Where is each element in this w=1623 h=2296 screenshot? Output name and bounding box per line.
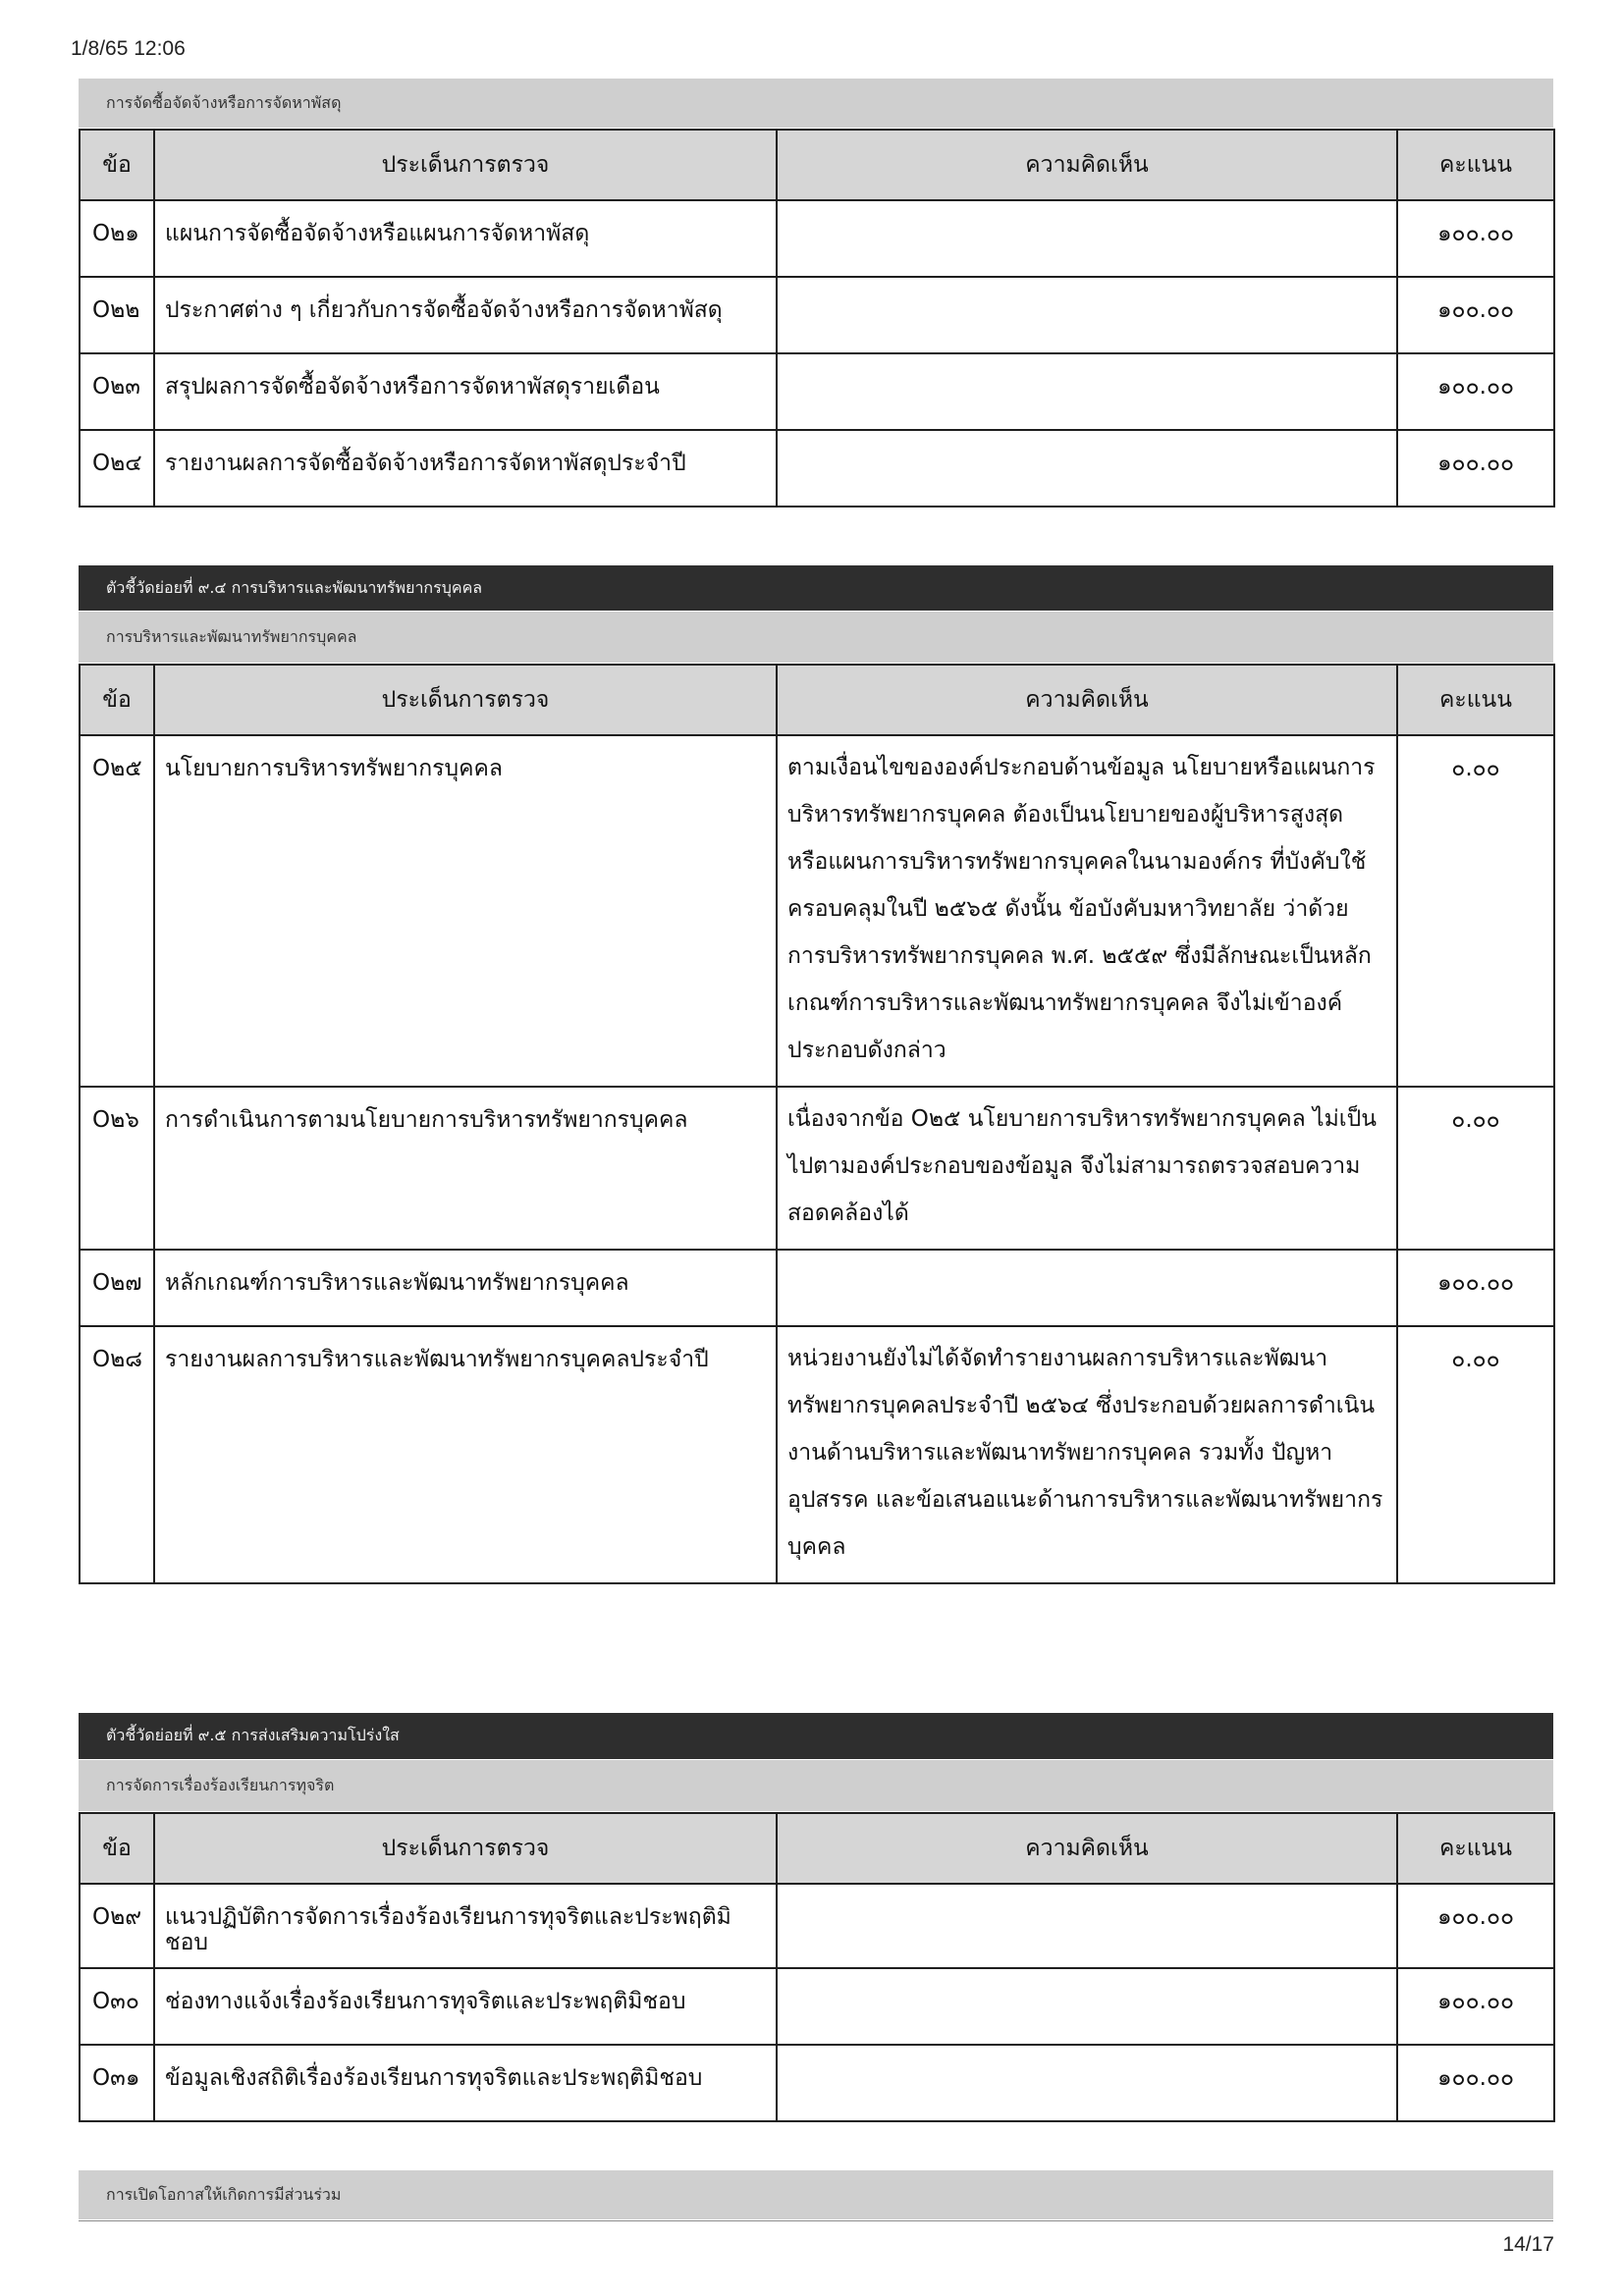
item-comment	[777, 2045, 1397, 2121]
item-comment	[777, 430, 1397, 507]
item-topic: หลักเกณฑ์การบริหารและพัฒนาทรัพยากรบุคคล	[154, 1250, 777, 1326]
item-score: ๑๐๐.๐๐	[1397, 1884, 1554, 1968]
subsection-title-hr: การบริหารและพัฒนาทรัพยากรบุคคล	[79, 612, 1553, 663]
table-row	[80, 1087, 1554, 1250]
item-number: O๒๗	[80, 1250, 154, 1326]
table-row	[80, 2045, 1554, 2121]
item-score: ๑๐๐.๐๐	[1397, 353, 1554, 430]
print-timestamp: 1/8/65 12:06	[71, 37, 186, 60]
item-score: ๐.๐๐	[1397, 735, 1554, 1087]
table-header-row	[80, 1813, 1554, 1884]
item-score: ๑๐๐.๐๐	[1397, 430, 1554, 507]
item-topic: ข้อมูลเชิงสถิติเรื่องร้องเรียนการทุจริตและประพฤติมิชอบ	[154, 2045, 777, 2121]
item-score: ๑๐๐.๐๐	[1397, 1250, 1554, 1326]
item-number: O๒๑	[80, 200, 154, 277]
item-score: ๑๐๐.๐๐	[1397, 2045, 1554, 2121]
item-score: ๐.๐๐	[1397, 1326, 1554, 1583]
table-row	[80, 1884, 1554, 1968]
item-comment	[777, 200, 1397, 277]
col-topic: ประเด็นการตรวจ	[154, 665, 777, 735]
col-comment: ความคิดเห็น	[777, 1813, 1397, 1884]
item-number: O๒๓	[80, 353, 154, 430]
item-topic: รายงานผลการจัดซื้อจัดจ้างหรือการจัดหาพัสดุประจำปี	[154, 430, 777, 507]
item-number: O๒๔	[80, 430, 154, 507]
item-number: O๒๒	[80, 277, 154, 353]
item-topic: แนวปฏิบัติการจัดการเรื่องร้องเรียนการทุจริตและประพฤติมิชอบ	[154, 1884, 777, 1968]
table-row	[80, 277, 1554, 353]
table-row	[80, 1326, 1554, 1583]
item-score: ๑๐๐.๐๐	[1397, 277, 1554, 353]
item-comment	[777, 1884, 1397, 1968]
item-topic: รายงานผลการบริหารและพัฒนาทรัพยากรบุคคลประจำปี	[154, 1326, 777, 1583]
section-title-9-5: ตัวชี้วัดย่อยที่ ๙.๕ การส่งเสริมความโปร่งใส	[79, 1713, 1553, 1759]
footer-divider	[79, 2220, 1553, 2221]
col-score: คะแนน	[1397, 1813, 1554, 1884]
item-number: O๓๑	[80, 2045, 154, 2121]
table-row	[80, 735, 1554, 1087]
item-comment: หน่วยงานยังไม่ได้จัดทำรายงานผลการบริหารและพัฒนาทรัพยากรบุคคลประจำปี ๒๕๖๔ ซึ่งประกอบด้วยผลการดำเนินงานด้านบริหารและพัฒนาทรัพยากรบุคคล รวมทั้ง ปัญหา อุปสรรค และข้อเสนอแนะด้านการบริหารและพัฒนาทรัพยากรบุคคล	[777, 1326, 1397, 1583]
item-score: ๑๐๐.๐๐	[1397, 200, 1554, 277]
table-row	[80, 353, 1554, 430]
item-number: O๒๖	[80, 1087, 154, 1250]
procurement-table	[79, 129, 1555, 507]
item-score: ๐.๐๐	[1397, 1087, 1554, 1250]
col-no: ข้อ	[80, 130, 154, 200]
table-row	[80, 1968, 1554, 2045]
item-comment	[777, 353, 1397, 430]
col-comment: ความคิดเห็น	[777, 130, 1397, 200]
item-comment: ตามเงื่อนไขขององค์ประกอบด้านข้อมูล นโยบายหรือแผนการบริหารทรัพยากรบุคคล ต้องเป็นนโยบายของผู้บริหารสูงสุด หรือแผนการบริหารทรัพยากรบุคคลในนามองค์กร ที่บังคับใช้ครอบคลุมในปี ๒๕๖๕ ดังนั้น ข้อบังคับมหาวิทยาลัย ว่าด้วยการบริหารทรัพยากรบุคคล พ.ศ. ๒๕๕๙ ซึ่งมีลักษณะเป็นหลักเกณฑ์การบริหารและพัฒนาทรัพยากรบุคคล จึงไม่เข้าองค์ประกอบดังกล่าว	[777, 735, 1397, 1087]
complaints-table	[79, 1812, 1555, 2122]
item-topic: ช่องทางแจ้งเรื่องร้องเรียนการทุจริตและประพฤติมิชอบ	[154, 1968, 777, 2045]
item-topic: การดำเนินการตามนโยบายการบริหารทรัพยากรบุคคล	[154, 1087, 777, 1250]
section-title-9-4: ตัวชี้วัดย่อยที่ ๙.๔ การบริหารและพัฒนาทรัพยากรบุคคล	[79, 565, 1553, 611]
table-header-row	[80, 130, 1554, 200]
table-row	[80, 200, 1554, 277]
subsection-title-complaints: การจัดการเรื่องร้องเรียนการทุจริต	[79, 1760, 1553, 1811]
table-header-row	[80, 665, 1554, 735]
item-topic: สรุปผลการจัดซื้อจัดจ้างหรือการจัดหาพัสดุรายเดือน	[154, 353, 777, 430]
col-topic: ประเด็นการตรวจ	[154, 1813, 777, 1884]
item-topic: แผนการจัดซื้อจัดจ้างหรือแผนการจัดหาพัสดุ	[154, 200, 777, 277]
item-number: O๒๙	[80, 1884, 154, 1968]
col-no: ข้อ	[80, 665, 154, 735]
item-topic: ประกาศต่าง ๆ เกี่ยวกับการจัดซื้อจัดจ้างหรือการจัดหาพัสดุ	[154, 277, 777, 353]
col-no: ข้อ	[80, 1813, 154, 1884]
table-row	[80, 430, 1554, 507]
item-comment	[777, 1968, 1397, 2045]
item-topic: นโยบายการบริหารทรัพยากรบุคคล	[154, 735, 777, 1087]
item-comment	[777, 1250, 1397, 1326]
item-score: ๑๐๐.๐๐	[1397, 1968, 1554, 2045]
col-score: คะแนน	[1397, 665, 1554, 735]
subsection-title-participation: การเปิดโอกาสให้เกิดการมีส่วนร่วม	[79, 2170, 1553, 2219]
subsection-title-procurement: การจัดซื้อจัดจ้างหรือการจัดหาพัสดุ	[79, 79, 1553, 128]
page-number: 14/17	[1502, 2233, 1554, 2256]
item-number: O๒๘	[80, 1326, 154, 1583]
col-comment: ความคิดเห็น	[777, 665, 1397, 735]
col-score: คะแนน	[1397, 130, 1554, 200]
table-row	[80, 1250, 1554, 1326]
item-number: O๒๕	[80, 735, 154, 1087]
col-topic: ประเด็นการตรวจ	[154, 130, 777, 200]
hr-table	[79, 664, 1555, 1584]
item-comment	[777, 277, 1397, 353]
item-comment: เนื่องจากข้อ O๒๕ นโยบายการบริหารทรัพยากรบุคคล ไม่เป็นไปตามองค์ประกอบของข้อมูล จึงไม่สามารถตรวจสอบความสอดคล้องได้	[777, 1087, 1397, 1250]
item-number: O๓๐	[80, 1968, 154, 2045]
